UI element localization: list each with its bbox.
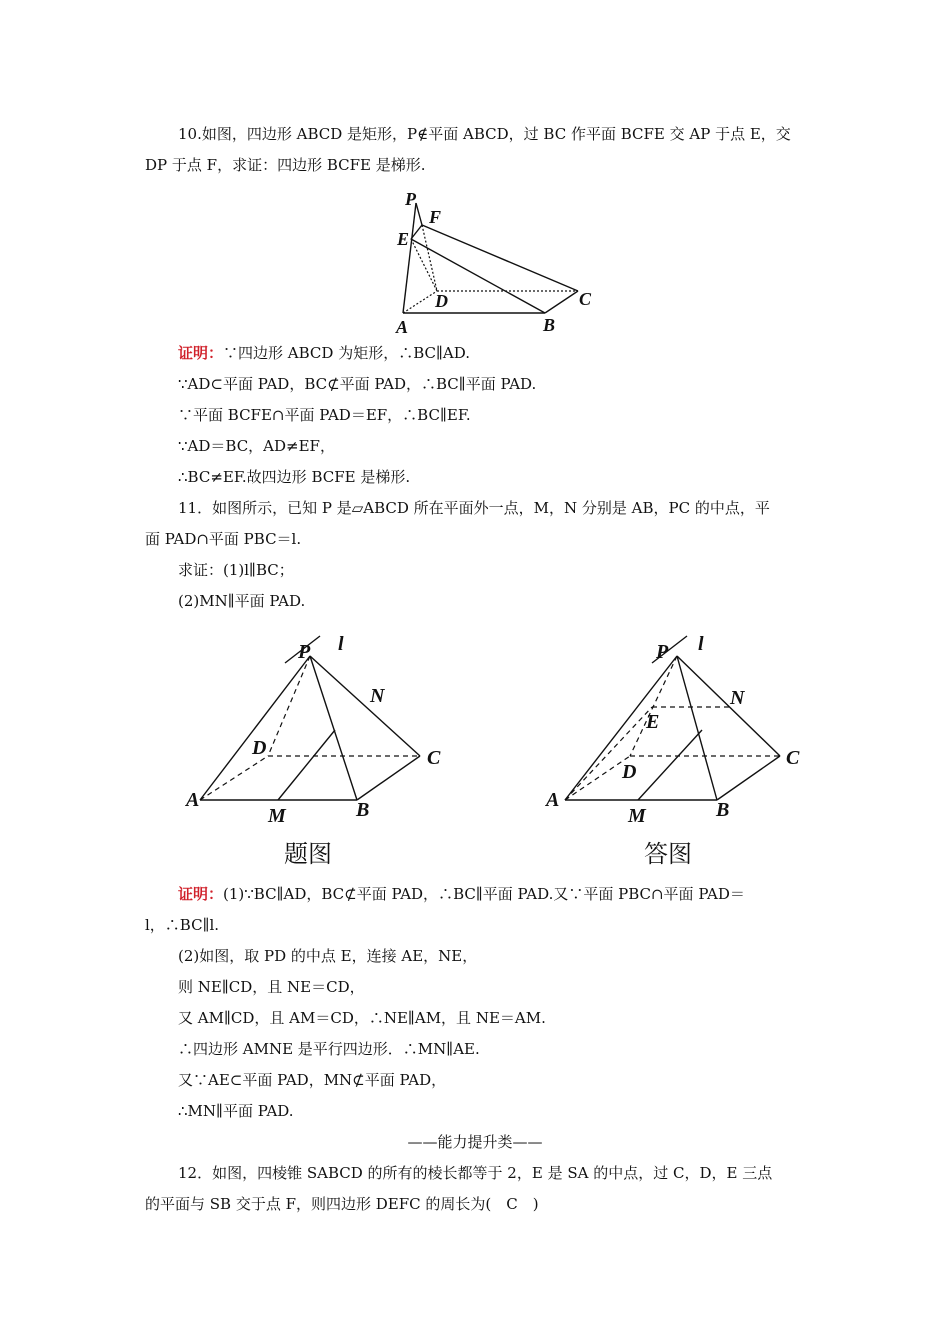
q11-caption-right: 答图: [644, 840, 692, 868]
q11-right-label-n: N: [730, 687, 745, 709]
q10-proof-line5: ∴BC≠EF.故四边形 BCFE 是梯形.: [178, 468, 411, 486]
q10-proof-line1: [178, 343, 470, 363]
q11-right-label-e: E: [646, 711, 660, 733]
q11-left-label-l: l: [338, 633, 344, 655]
q11-figure-answer: [540, 628, 815, 873]
q10-proof-line3: ∵平面 BCFE∩平面 PAD＝EF，∴BC∥EF.: [178, 406, 471, 424]
q10-label-a: A: [396, 317, 409, 337]
q11-prove-line2: (2)MN∥平面 PAD.: [178, 592, 306, 610]
q11-proof-line5: 又 AM∥CD，且 AM＝CD，∴NE∥AM，且 NE＝AM.: [178, 1009, 546, 1027]
q11-right-label-b: B: [716, 799, 730, 821]
section-title: ——能力提升类——: [407, 1133, 543, 1151]
q10-label-c: C: [579, 289, 592, 309]
q11-left-label-d: D: [252, 737, 267, 759]
q10-label-b: B: [543, 315, 556, 335]
q11-stem-line2: 面 PAD∩平面 PBC＝l.: [145, 530, 302, 548]
q11-figure-question: [180, 628, 455, 873]
q11-right-label-m: M: [628, 805, 646, 827]
q11-left-label-n: N: [370, 685, 385, 707]
q11-right-label-c: C: [786, 747, 800, 769]
q11-proof-line6: ∴四边形 AMNE 是平行四边形．∴MN∥AE.: [178, 1040, 480, 1058]
q10-proof-line4: ∵AD＝BC，AD≠EF，: [178, 437, 335, 455]
q10-label-p: P: [405, 189, 416, 209]
q11-prove-line1: 求证：(1)l∥BC；: [178, 561, 294, 579]
q10-proof-label: 证明：: [178, 344, 224, 362]
q10-label-d: D: [435, 291, 448, 311]
q11-left-label-c: C: [427, 747, 441, 769]
q11-proof-label: 证明：: [178, 885, 224, 903]
q10-label-e: E: [397, 229, 410, 249]
q11-proof-line8: ∴MN∥平面 PAD.: [178, 1102, 294, 1120]
q11-proof-line2: l，∴BC∥l.: [145, 916, 220, 934]
q11-left-label-b: B: [356, 799, 370, 821]
q11-right-label-d: D: [622, 761, 637, 783]
q12-stem-line1: 12．如图，四棱锥 SABCD 的所有的棱长都等于 2，E 是 SA 的中点，过 C，D，E 三点: [178, 1164, 773, 1182]
q11-right-label-a: A: [546, 789, 560, 811]
q10-proof-line2: ∵AD⊂平面 PAD，BC⊄平面 PAD，∴BC∥平面 PAD.: [178, 375, 537, 393]
q11-proof-line7: 又∵AE⊂平面 PAD，MN⊄平面 PAD，: [178, 1071, 447, 1089]
q11-caption-left: 题图: [284, 840, 332, 868]
q10-proof-text1: ∵四边形 ABCD 为矩形，∴BC∥AD.: [223, 344, 470, 362]
q11-proof-line1: [178, 884, 745, 904]
q11-left-label-p: P: [298, 641, 311, 663]
q11-proof-line3: (2)如图，取 PD 的中点 E，连接 AE，NE，: [178, 947, 478, 965]
q11-right-label-l: l: [698, 633, 704, 655]
q11-left-label-m: M: [268, 805, 286, 827]
q11-proof-text1: (1)∵BC∥AD，BC⊄平面 PAD，∴BC∥平面 PAD.又∵平面 PBC∩平面 PAD＝: [223, 885, 745, 903]
q10-figure: [385, 185, 615, 340]
q10-stem-line1: 10.如图，四边形 ABCD 是矩形，P∉平面 ABCD，过 BC 作平面 BCFE 交 AP 于点 E，交: [178, 125, 791, 143]
q10-label-f: F: [429, 207, 442, 227]
q11-left-label-a: A: [186, 789, 200, 811]
q11-right-label-p: P: [656, 641, 669, 663]
q11-proof-line4: 则 NE∥CD，且 NE＝CD，: [178, 978, 365, 996]
q12-stem-line2: 的平面与 SB 交于点 F，则四边形 DEFC 的周长为( C ): [145, 1195, 539, 1213]
q10-stem-line2: DP 于点 F，求证：四边形 BCFE 是梯形.: [145, 156, 426, 174]
q11-stem-line1: 11．如图所示，已知 P 是▱ABCD 所在平面外一点，M，N 分别是 AB，PC 的中点，平: [178, 499, 770, 517]
